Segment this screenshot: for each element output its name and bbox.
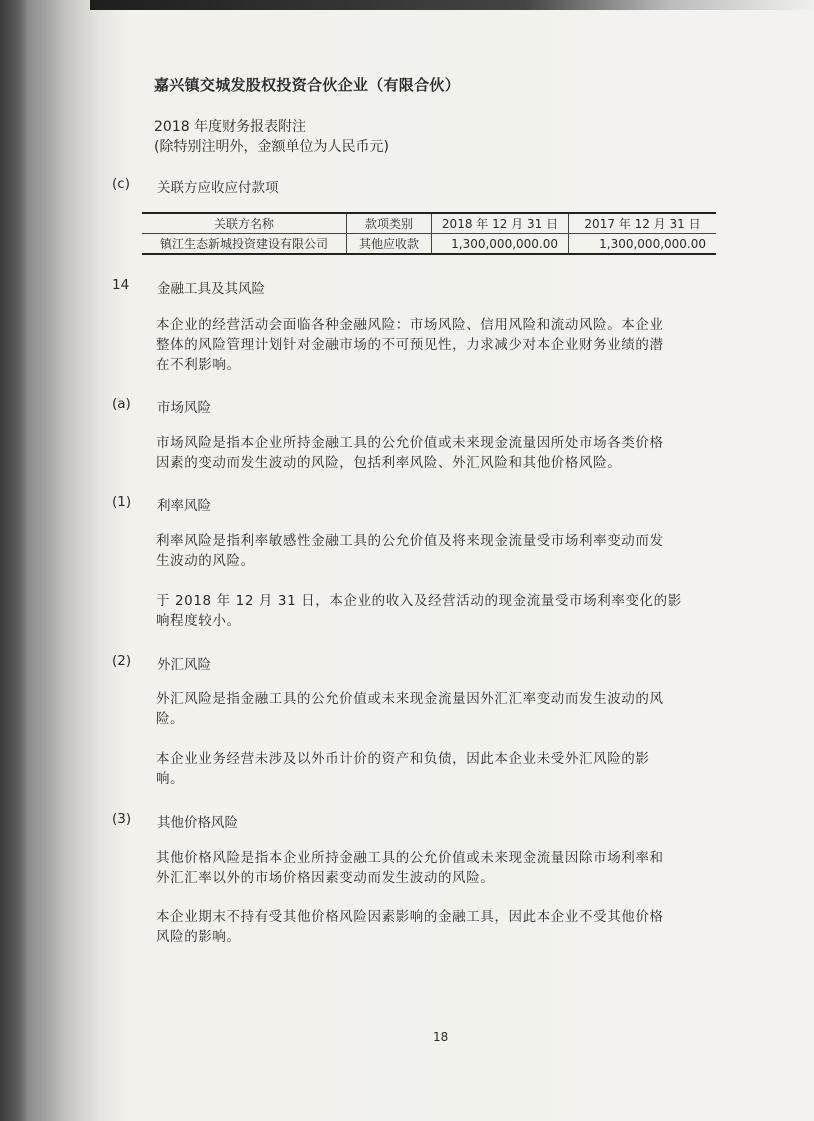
cell-2018-amount: 1,300,000,000.00 <box>432 234 569 255</box>
text-line: 外汇汇率以外的市场价格因素变动而发生波动的风险。 <box>156 870 495 886</box>
table-header-row <box>142 213 716 234</box>
text-line: 响。 <box>156 771 185 787</box>
scan-top-edge <box>90 0 814 10</box>
company-name: 嘉兴镇交城发股权投资合伙企业（有限合伙） <box>154 76 461 94</box>
cell-category: 其他应收款 <box>347 234 432 255</box>
text-line: 本企业业务经营未涉及以外币计价的资产和负债，因此本企业未受外汇风险的影 <box>156 751 650 767</box>
text-line: 险。 <box>156 711 185 727</box>
text-line: 整体的风险管理计划针对金融市场的不可预见性，力求减少对本企业财务业绩的潜 <box>156 337 664 353</box>
table-row <box>142 234 716 255</box>
text-line: 本企业的经营活动会面临各种金融风险：市场风险、信用风险和流动风险。本企业 <box>156 317 664 333</box>
report-title: 2018 年度财务报表附注 <box>154 119 307 135</box>
related-party-table <box>142 212 716 255</box>
text-line: 本企业期末不持有受其他价格风险因素影响的金融工具，因此本企业不受其他价格 <box>156 909 664 925</box>
text-line: 其他价格风险是指本企业所持金融工具的公允价值或未来现金流量因除市场利率和 <box>156 850 664 866</box>
section-2-body1 <box>156 689 726 729</box>
text-line: 生波动的风险。 <box>156 553 255 569</box>
text-line: 响程度较小。 <box>156 613 241 629</box>
col-2017: 2017 年 12 月 31 日 <box>569 213 717 234</box>
section-c-title: 关联方应收应付款项 <box>157 180 279 196</box>
section-1-body2 <box>156 591 726 631</box>
page-number: 18 <box>433 1030 449 1044</box>
section-14-title: 金融工具及其风险 <box>157 281 265 297</box>
section-a-title: 市场风险 <box>157 400 211 416</box>
col-2018: 2018 年 12 月 31 日 <box>432 213 569 234</box>
text-line: 利率风险是指利率敏感性金融工具的公允价值及将来现金流量受市场利率变动而发 <box>156 533 664 549</box>
section-3-title: 其他价格风险 <box>157 815 238 831</box>
col-category: 款项类别 <box>347 213 432 234</box>
col-party-name: 关联方名称 <box>142 213 347 234</box>
section-2-marker: (2) <box>112 653 132 669</box>
binding-shadow <box>0 0 28 1121</box>
section-1-marker: (1) <box>112 494 132 510</box>
section-2-title: 外汇风险 <box>157 657 211 673</box>
section-c-marker: (c) <box>112 176 130 192</box>
section-3-body2 <box>156 907 726 947</box>
cell-2017-amount: 1,300,000,000.00 <box>599 236 706 251</box>
section-a-body <box>156 433 726 473</box>
text-line: 因素的变动而发生波动的风险，包括利率风险、外汇风险和其他价格风险。 <box>156 455 622 471</box>
section-3-body1 <box>156 848 726 888</box>
text-line: 在不利影响。 <box>156 357 241 373</box>
text-line: 于 2018 年 12 月 31 日，本企业的收入及经营活动的现金流量受市场利率变化的影 <box>156 593 682 609</box>
section-2-body2 <box>156 749 726 789</box>
section-1-body1 <box>156 531 726 571</box>
section-1-title: 利率风险 <box>157 498 211 514</box>
text-line: 风险的影响。 <box>156 929 241 945</box>
section-14-marker: 14 <box>112 277 130 293</box>
section-a-marker: (a) <box>112 396 131 412</box>
cell-party-name: 镇江生态新城投资建设有限公司 <box>142 234 347 255</box>
text-line: 市场风险是指本企业所持金融工具的公允价值或未来现金流量因所处市场各类价格 <box>156 435 664 451</box>
section-3-marker: (3) <box>112 811 132 827</box>
section-14-intro <box>156 315 726 375</box>
currency-note: (除特别注明外，金额单位为人民币元) <box>154 139 389 155</box>
text-line: 外汇风险是指金融工具的公允价值或未来现金流量因外汇汇率变动而发生波动的风 <box>156 691 664 707</box>
